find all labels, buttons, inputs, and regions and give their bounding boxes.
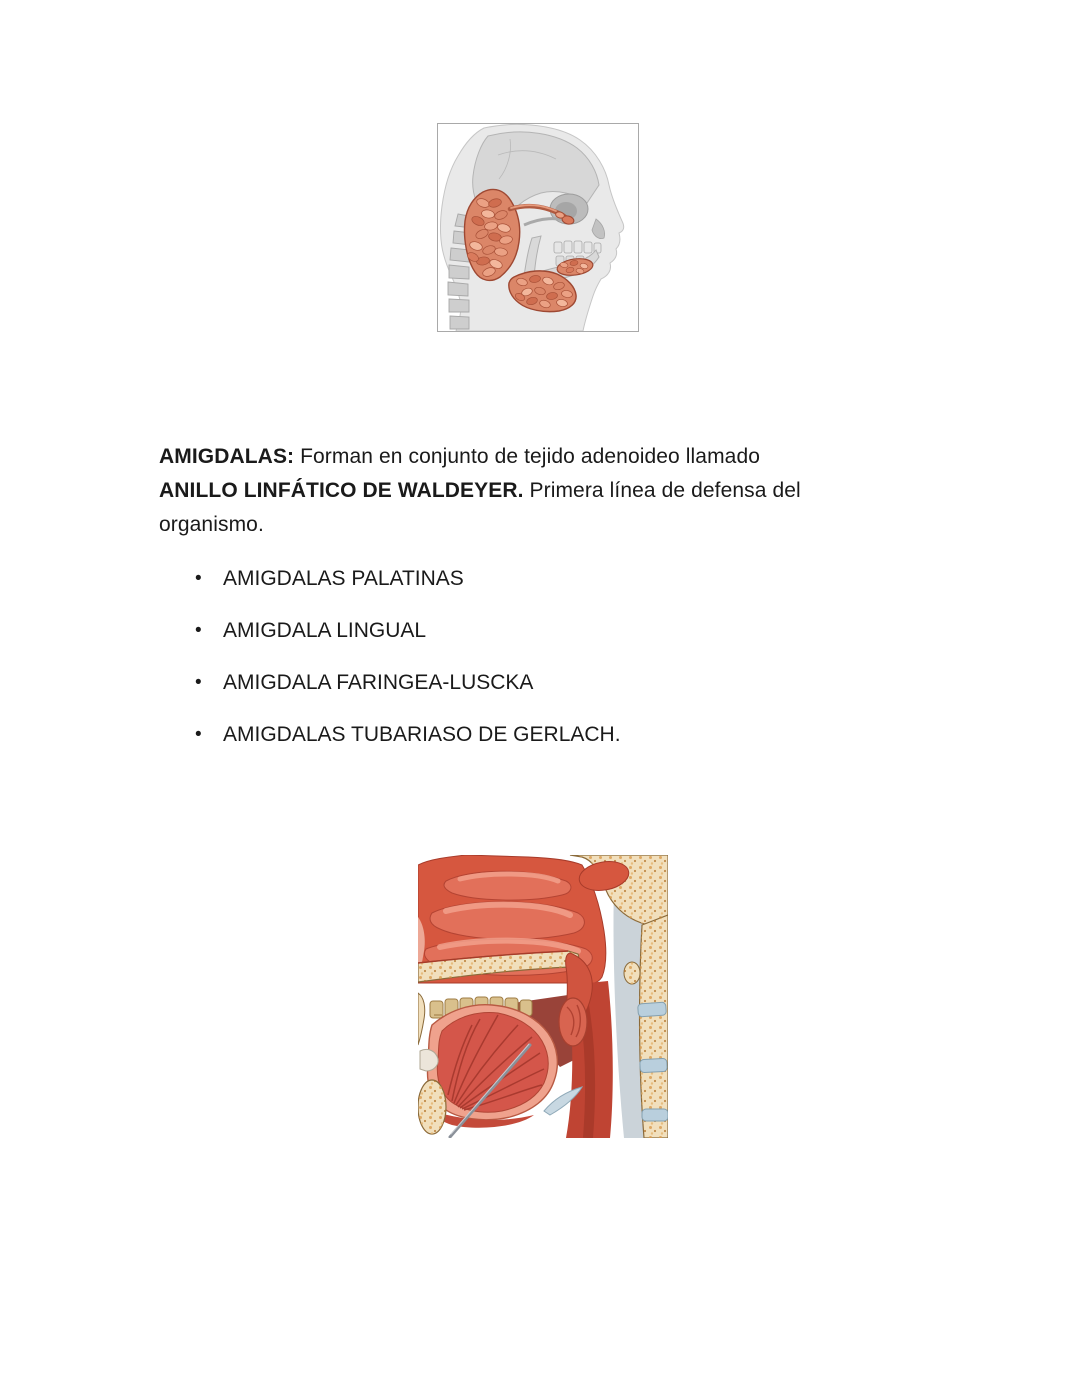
list-item xyxy=(159,562,859,596)
list-item xyxy=(159,666,859,700)
list-item-label: AMIGDALAS PALATINAS xyxy=(223,567,464,590)
paragraph-amigdalas: AMIGDALAS: Forman en conjunto de tejido adenoideo llamado ANILLO LINFÁTICO DE WALDEYER. Primera línea de defensa del organismo. xyxy=(159,445,801,536)
list-item-label: AMIGDALA FARINGEA-LUSCKA xyxy=(223,671,534,694)
paragraph-bold-lead: AMIGDALAS: xyxy=(159,445,295,468)
list-item xyxy=(159,718,859,752)
list-item-label: AMIGDALAS TUBARIASO DE GERLACH. xyxy=(223,723,621,746)
head-sagittal-illustration xyxy=(418,855,668,1138)
list-item-label: AMIGDALA LINGUAL xyxy=(223,619,427,642)
list-item xyxy=(159,614,859,648)
salivary-glands-figure xyxy=(437,123,639,332)
salivary-glands-illustration xyxy=(438,124,638,331)
bullet-icon: • xyxy=(195,724,202,745)
bullet-icon: • xyxy=(195,620,202,641)
paragraph-bold-waldeyer: ANILLO LINFÁTICO DE WALDEYER. xyxy=(159,479,524,502)
bullet-icon: • xyxy=(195,672,202,693)
head-sagittal-figure xyxy=(418,855,668,1138)
tonsil-list xyxy=(159,562,859,770)
bullet-icon: • xyxy=(195,568,202,589)
